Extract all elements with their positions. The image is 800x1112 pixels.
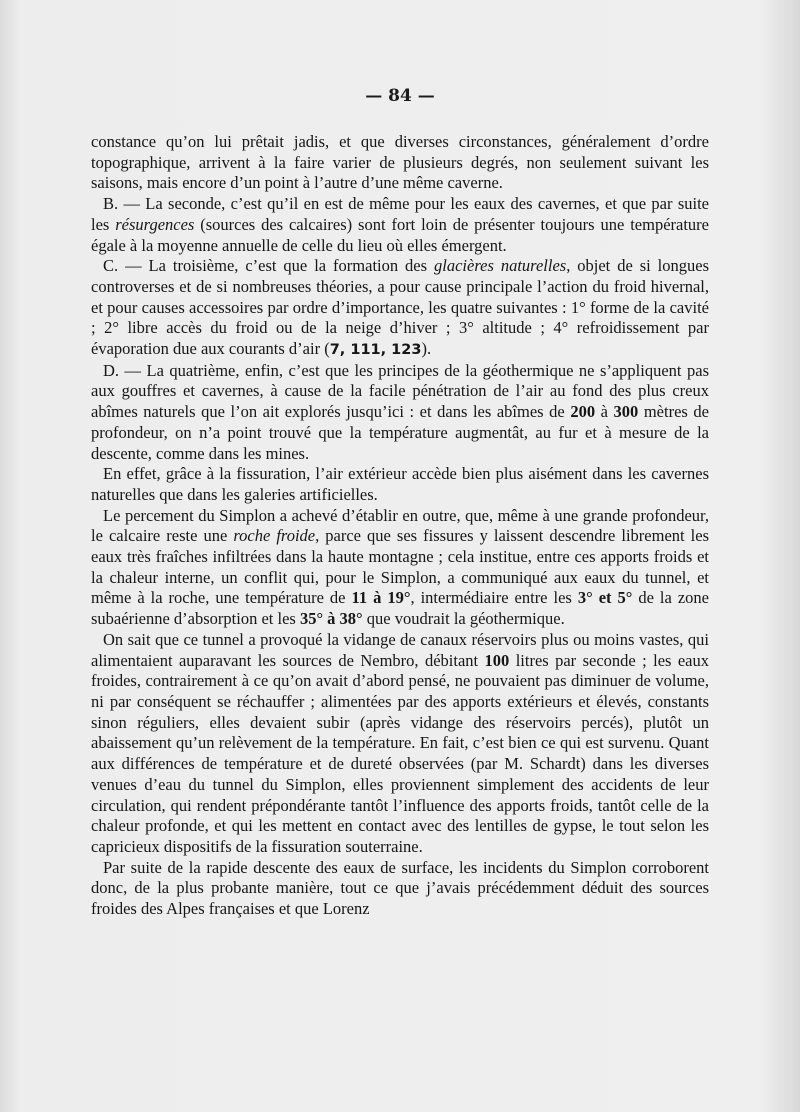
page-number: — 84 — xyxy=(365,86,435,106)
paragraph-d xyxy=(91,361,709,465)
paragraph-en-effet: En effet, grâce à la fissuration, l’air extérieur accède bien plus aisément dans les cavernes naturelles que dans les galeries artificielles. xyxy=(91,464,709,504)
depth-number-300: 300 xyxy=(613,402,639,422)
paragraph-c-part-2: , objet de si longues controverses et de si nombreuses théories, a pour cause principale l’action du froid hivernal, et pour causes accessoires par ordre d’importance, les quatre suivantes : 1° forme de la cavité ; 2° libre accès du froid ou de la neige d’hiver ; 3° altitude ; 4° refroidissement par évaporation due aux courants d’air ( xyxy=(91,256,710,359)
paragraph-simplon xyxy=(91,506,709,630)
italic-term-roche-froide: roche froide xyxy=(233,526,316,546)
paragraph-simplon-part-2: , parce que ses fissures y laissent descendre librement les eaux très fraîches infiltrées dans la haute montagne ; cela institue, entre ces apports froids et la chaleur interne, un conflit qui, pour le Simplon, a communiqué aux eaux du tunnel, et même à la roche, une température de xyxy=(91,526,709,608)
paragraph-d-part-1: D. — La quatrième, enfin, c’est que les principes de la géothermique ne s’appliquent pas aux gouffres et cavernes, à cause de la facile pénétration de l’air au fond des plus creux abîmes naturels que l’on ait explorés jusqu’ici : et dans les abîmes de xyxy=(91,360,709,422)
paragraph-par-suite: Par suite de la rapide descente des eaux de surface, les incidents du Simplon corroborent donc, de la plus probante manière, tout ce que j’avais précédemment déduit des sources froides des Alpes françaises et que Lorenz xyxy=(91,857,709,919)
paragraph-simplon-part-4: de la zone subaérienne d’absorption et les xyxy=(91,588,709,629)
italic-term-resurgences: résurgences xyxy=(115,214,195,234)
temperature-range-tunnel: 11 à 19° xyxy=(351,588,411,608)
paragraph-simplon-part-1: Le percement du Simplon a achevé d’établir en outre, que, même à une grande profondeur, le calcaire reste une xyxy=(91,505,709,546)
paragraph-continuation: constance qu’on lui prêtait jadis, et que diverses circonstances, généralement d’ordre topographique, arrivent à la faire varier de plusieurs degrés, non seulement suivant les saisons, mais encore d’un point à l’autre d’une même caverne. xyxy=(91,132,709,193)
paragraph-simplon-part-3: , intermédiaire entre les xyxy=(410,588,578,608)
paragraph-on-sait-part-2: litres par seconde ; les eaux froides, contrairement à ce qu’on avait d’abord pensé, ne pouvaient pas diminuer de volume, ni par conséquent se réchauffer ; alimentées par des apports extérieurs et élevés, constants sinon réguliers, elles devaient subir (après vidange des réservoirs percés), plutôt un abaissement qu’un relèvement de la température. En fait, c’est bien ce qui est survenu. Quant aux différences de température et de dureté observées (par M. Schardt) dans les diverses venues d’eau du tunnel du Simplon, elles proviennent simplement des accidents de leur circulation, qui rendent prépondérante tantôt l’influence des apports froids, tantôt celle de la chaleur profonde, et qui les mettent en contact avec des lentilles de gypse, le tout selon les capricieux dispositifs de la fissuration souterraine. xyxy=(91,650,710,856)
paragraph-c-part-1: C. — La troisième, c’est que la formation des xyxy=(103,256,434,276)
depth-number-200: 200 xyxy=(570,402,596,422)
paragraph-simplon-part-5: que voudrait la géothermique. xyxy=(362,609,565,629)
body-text xyxy=(91,132,709,920)
paragraph-c xyxy=(91,256,709,361)
italic-term-glacieres: glacières naturelles xyxy=(434,256,567,276)
paragraph-on-sait-part-1: On sait que ce tunnel a provoqué la vidange de canaux réservoirs plus ou moins vastes, qui alimentaient auparavant les sources de Nembro, débitant xyxy=(91,629,709,670)
paragraph-d-part-3: mètres de profondeur, on n’a point trouvé que la température augmentât, au fur et à mesure de la descente, comme dans les mines. xyxy=(91,402,709,463)
paragraph-b-part-2: (sources des calcaires) sont fort loin de présenter toujours une température égale à la moyenne annuelle de celle du lieu où elles émergent. xyxy=(91,214,709,255)
paragraph-on-sait xyxy=(91,630,709,858)
paragraph-c-part-3: ). xyxy=(421,339,432,359)
reference-numbers: 7, 111, 123 xyxy=(329,342,422,359)
flow-number-100: 100 xyxy=(484,650,510,670)
paragraph-b xyxy=(91,194,709,256)
temperature-range-surface: 3° et 5° xyxy=(577,588,633,608)
temperature-range-geothermic: 35° à 38° xyxy=(299,609,363,629)
paragraph-d-part-2: à xyxy=(595,402,614,422)
paragraph-b-part-1: B. — La seconde, c’est qu’il en est de même pour les eaux des cavernes, et que par suite les xyxy=(91,194,709,234)
